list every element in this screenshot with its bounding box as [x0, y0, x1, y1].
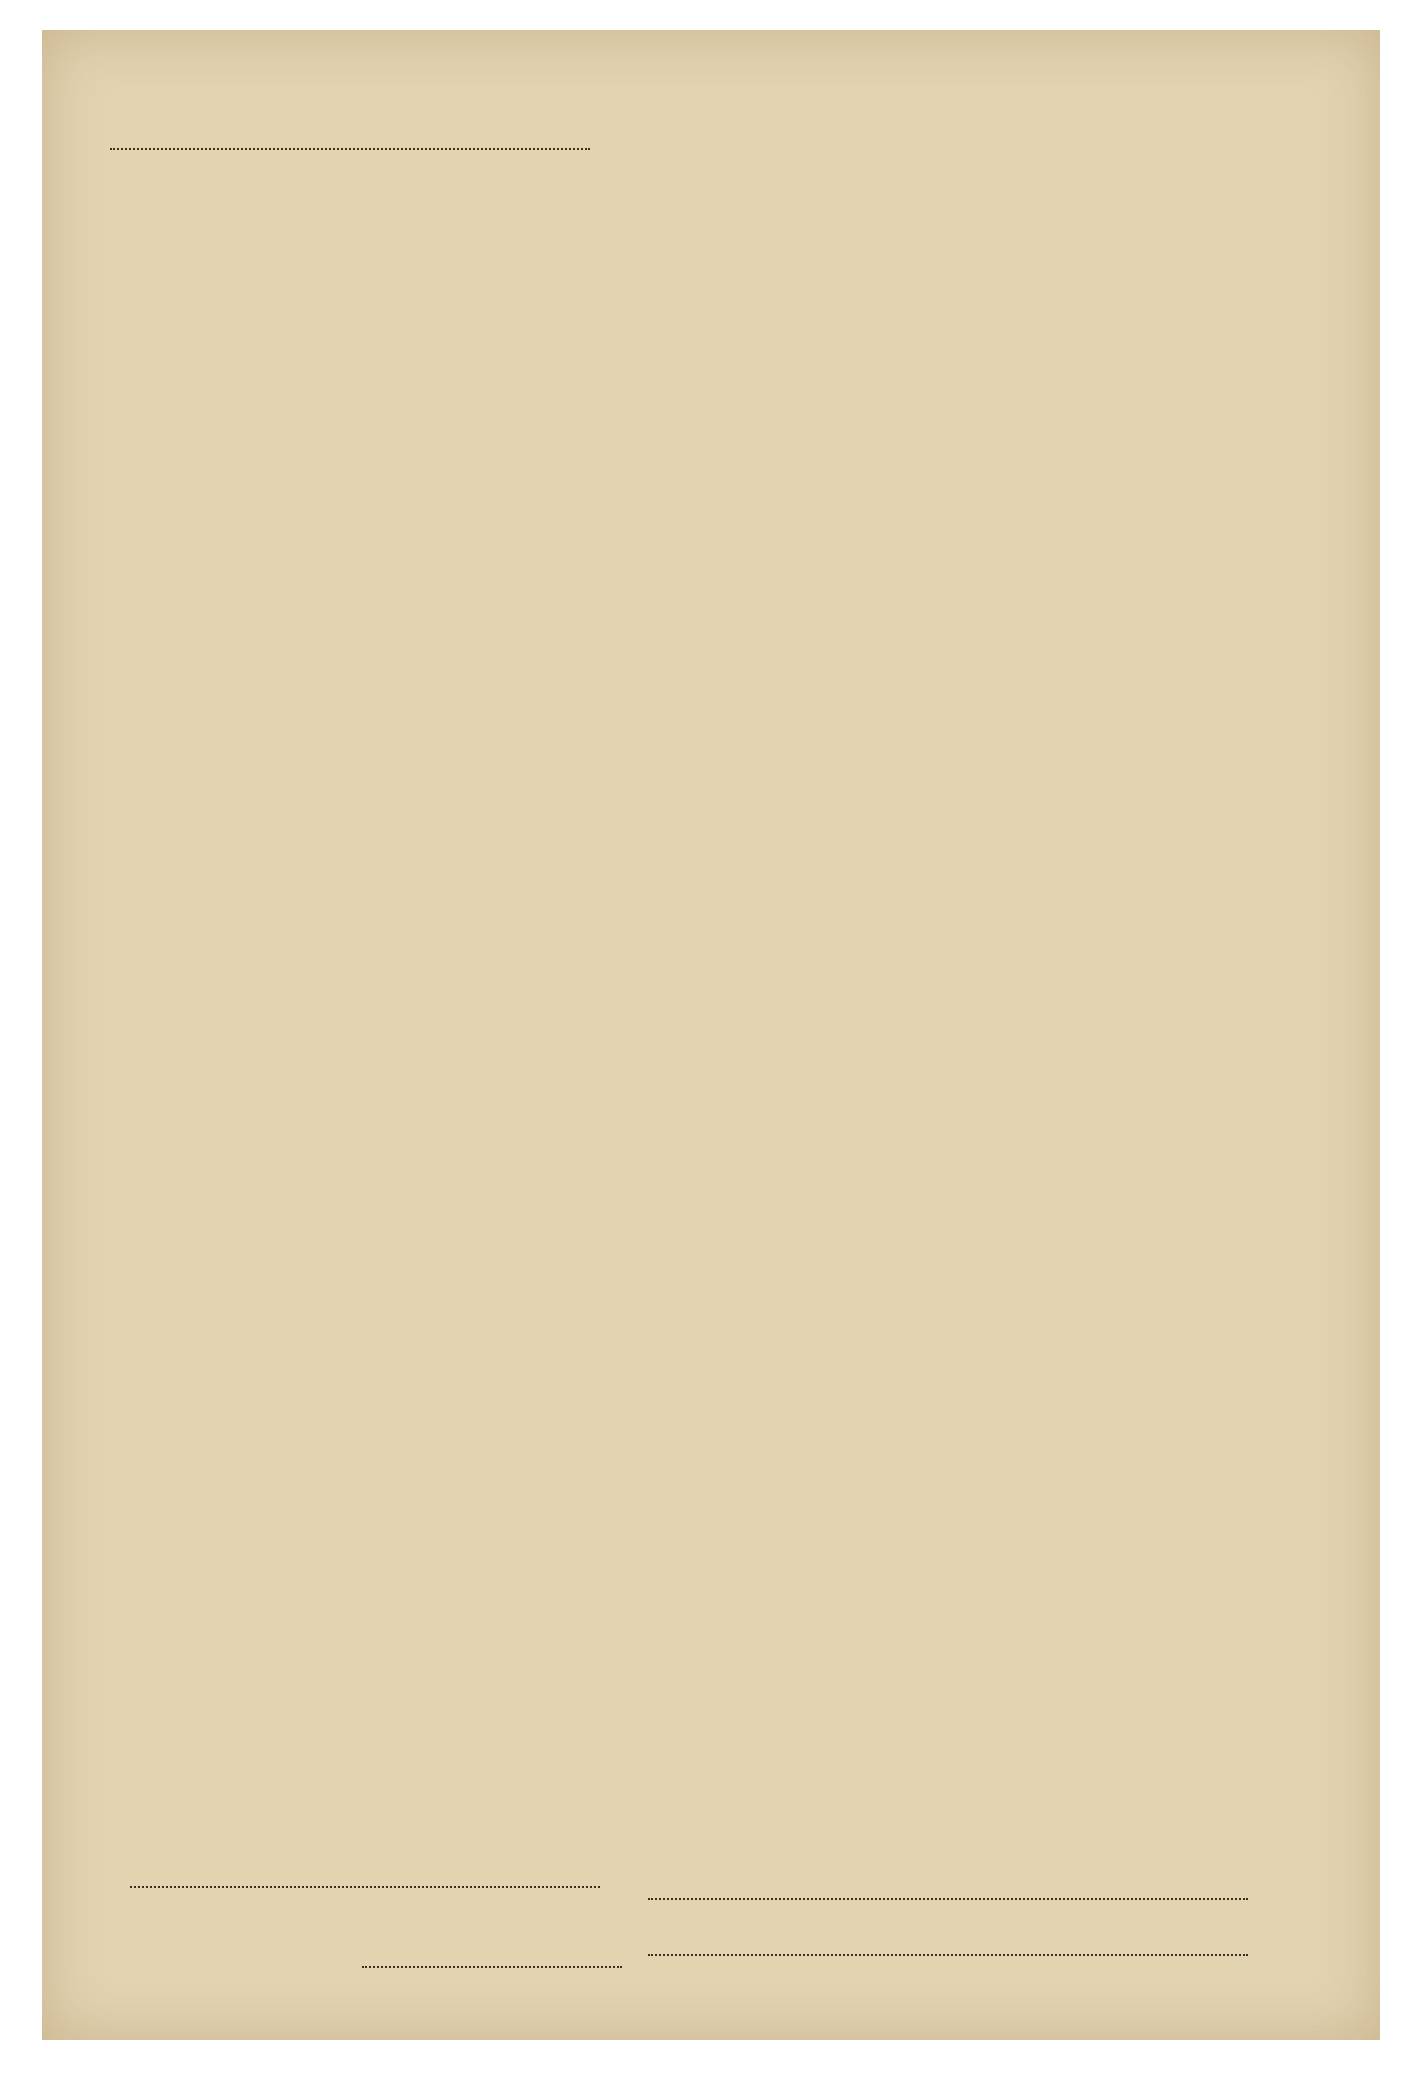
- signature-line: [648, 1898, 1248, 1900]
- bde-line: [648, 1954, 1248, 1956]
- footer-unit-line: [130, 1886, 600, 1888]
- page-title: [200, 182, 1200, 220]
- form-sheet: [42, 30, 1380, 2040]
- date-line: [362, 1966, 622, 1968]
- unit-line: [110, 122, 590, 150]
